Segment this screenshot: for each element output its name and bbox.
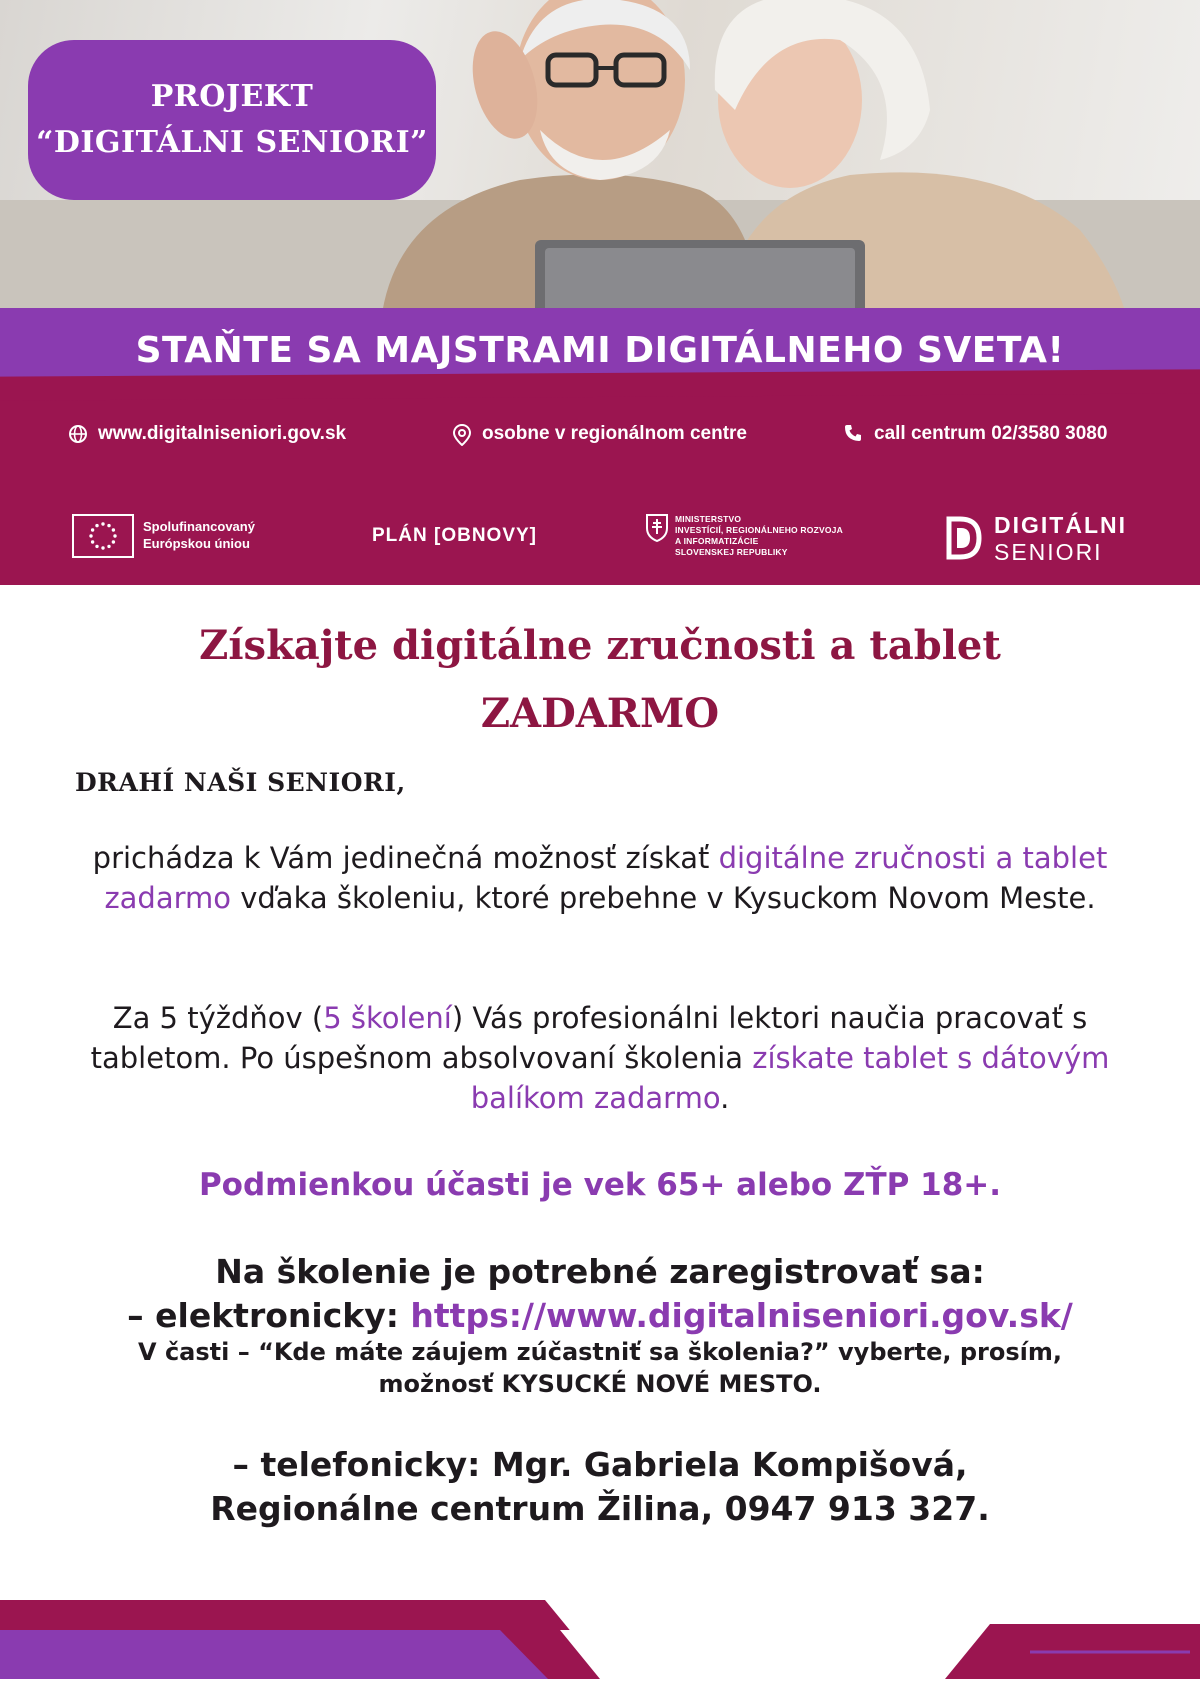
contact-web[interactable] (68, 423, 346, 445)
contact-phone[interactable] (844, 423, 1107, 445)
hero-photo (0, 0, 1200, 330)
eu-star (95, 524, 98, 527)
eu-star (91, 528, 94, 531)
registration-phone-line2: Regionálne centrum Žilina, 0947 913 327. (210, 1489, 990, 1528)
eu-star (101, 546, 104, 549)
contact-phone-label: call centrum 02/3580 3080 (874, 423, 1108, 444)
paragraph-intro (40, 838, 1160, 918)
ministry-line3: A INFORMATIZÁCIE (675, 536, 759, 546)
digitalni-seniori-logo-text (994, 512, 1127, 566)
registration-note-line1: V časti – “Kde máte záujem zúčastniť sa školenia?” vyberte, prosím, (138, 1338, 1062, 1366)
eu-star (101, 522, 104, 525)
eu-star (91, 540, 94, 543)
contact-office (452, 423, 747, 445)
participation-condition: Podmienkou účasti je vek 65+ alebo ZŤP 18+. (198, 1167, 1002, 1203)
paragraph-course-highlight1: 5 školení (323, 1001, 452, 1035)
eu-star (113, 534, 116, 537)
paragraph-intro-text: prichádza k Vám jedinečná možnosť získať (92, 841, 719, 875)
paragraph-course-text1: Za 5 týždňov ( (112, 1001, 324, 1035)
location-pin-icon (452, 424, 472, 444)
footer-decoration (0, 1590, 1200, 1679)
globe-icon (68, 424, 88, 444)
paragraph-course-highlight2: získate tablet s dátovým balíkom zadarmo (470, 1041, 1110, 1115)
paragraph-course-text2: ) Vás profesionálni lektori naučia pracovať s tabletom. Po úspešnom absolvovaní školenia (90, 1001, 1088, 1075)
paragraph-intro-highlight: digitálne zručnosti a tablet zadarmo (104, 841, 1108, 915)
ministry-line4: SLOVENSKEJ REPUBLIKY (675, 547, 788, 557)
paragraph-course (40, 998, 1160, 1118)
project-badge-line1: PROJEKT (150, 79, 314, 114)
eu-line2: Európskou úniou (143, 536, 250, 551)
registration-url-link[interactable]: https://www.digitalniseniori.gov.sk/ (410, 1296, 1073, 1335)
eu-star (107, 545, 110, 548)
salutation: DRAHÍ NAŠI SENIORI, (75, 768, 406, 797)
eu-line1: Spolufinancovaný (143, 519, 255, 534)
registration-electronic (40, 1294, 1160, 1338)
headline-line1: Získajte digitálne zručnosti a tablet (199, 622, 1001, 669)
plan-obnovy-logo: PLÁN [OBNOVY] (372, 525, 537, 546)
eu-star (112, 540, 115, 543)
eu-star (112, 528, 115, 531)
slovak-coat-of-arms-icon (646, 514, 668, 546)
eu-star (107, 524, 110, 527)
eu-flag-logo (72, 514, 134, 558)
paragraph-course-text3: . (720, 1081, 730, 1115)
registration-block (40, 1250, 1160, 1338)
registration-phone-line1: – telefonicky: Mgr. Gabriela Kompišová, (232, 1445, 968, 1484)
registration-note-line2: možnosť KYSUCKÉ NOVÉ MESTO. (378, 1370, 822, 1398)
ds-line1: DIGITÁLNI (994, 512, 1127, 538)
phone-icon (844, 424, 864, 444)
registration-phone (40, 1443, 1160, 1531)
registration-electronic-prefix: – elektronicky: (127, 1296, 411, 1335)
headline (0, 612, 1200, 748)
ds-line2: SENIORI (994, 539, 1103, 565)
eu-stars-icon (74, 516, 132, 556)
eu-cofinancing-text (143, 518, 255, 552)
eu-star (95, 545, 98, 548)
headline-line2: ZADARMO (480, 690, 720, 737)
paragraph-intro-rest: vďaka školeniu, ktoré prebehne v Kysuckom Novom Meste. (231, 881, 1096, 915)
digitalni-seniori-mark-icon (946, 516, 982, 564)
ministry-line2: INVESTÍCIÍ, REGIONÁLNEHO ROZVOJA (675, 525, 843, 535)
ministry-line1: MINISTERSTVO (675, 514, 742, 524)
contact-web-label: www.digitalniseniori.gov.sk (98, 423, 347, 444)
eu-star (89, 534, 92, 537)
contact-office-label: osobne v regionálnom centre (482, 423, 747, 444)
registration-note (40, 1336, 1160, 1400)
ministry-logo-text (675, 514, 843, 558)
registration-intro: Na školenie je potrebné zaregistrovať sa: (215, 1252, 985, 1291)
project-badge-line2: “DIGITÁLNI SENIORI” (36, 125, 428, 160)
slogan: STAŇTE SA MAJSTRAMI DIGITÁLNEHO SVETA! (135, 330, 1065, 371)
project-badge (28, 40, 436, 200)
